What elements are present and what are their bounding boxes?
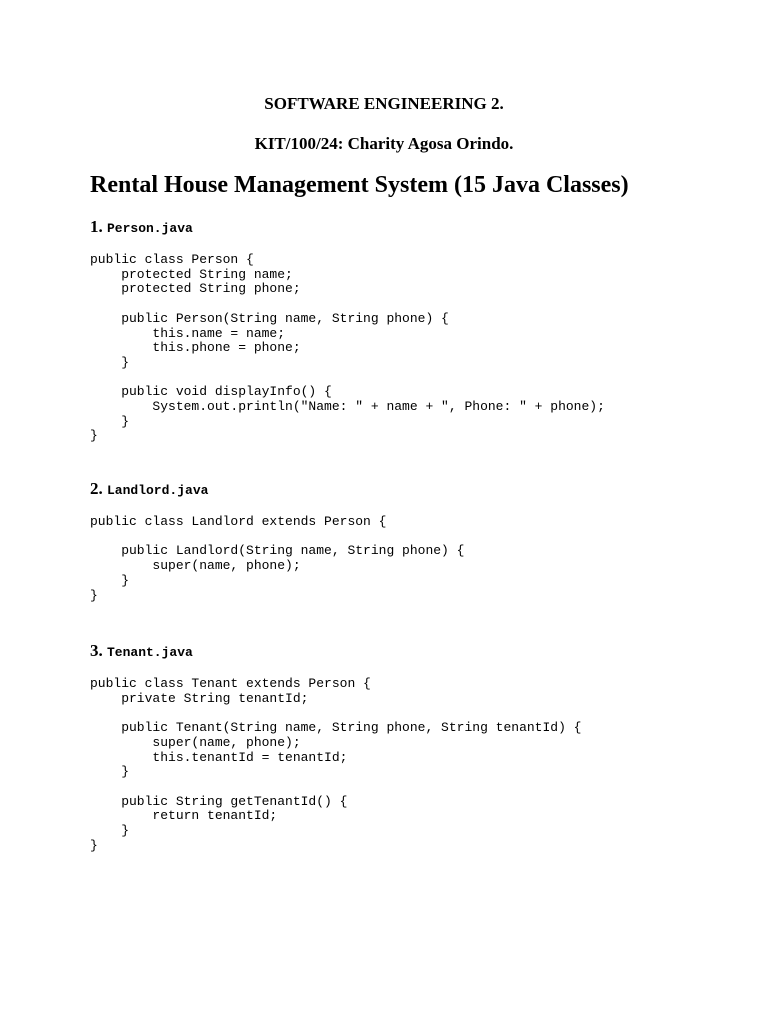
section-filename: Tenant.java [107, 645, 193, 660]
section-heading [90, 479, 208, 501]
document-title: Rental House Management System (15 Java Classes) [90, 172, 629, 198]
code-block-tenant: public class Tenant extends Person { private String tenantId; public Tenant(String name, String phone, String tenantId) { super(name, phone); this.tenantId = tenantId; } public String getTenantId() { return tenantId; } } [90, 676, 582, 853]
section-filename: Person.java [107, 221, 193, 236]
section-heading [90, 641, 193, 663]
section-number: 2. [90, 479, 103, 498]
code-block-person: public class Person { protected String name; protected String phone; public Person(String name, String phone) { this.name = name; this.phone = phone; } public void displayInfo() { System.out.println("Name: " + name + ", Phone: " + phone); } } [90, 252, 605, 444]
section-heading [90, 217, 193, 239]
section-number: 3. [90, 641, 103, 660]
section-filename: Landlord.java [107, 483, 209, 498]
course-title: SOFTWARE ENGINEERING 2. [264, 94, 504, 113]
student-info: KIT/100/24: Charity Agosa Orindo. [254, 134, 514, 153]
section-number: 1. [90, 217, 103, 236]
code-block-landlord: public class Landlord extends Person { public Landlord(String name, String phone) { super(name, phone); } } [90, 514, 465, 603]
